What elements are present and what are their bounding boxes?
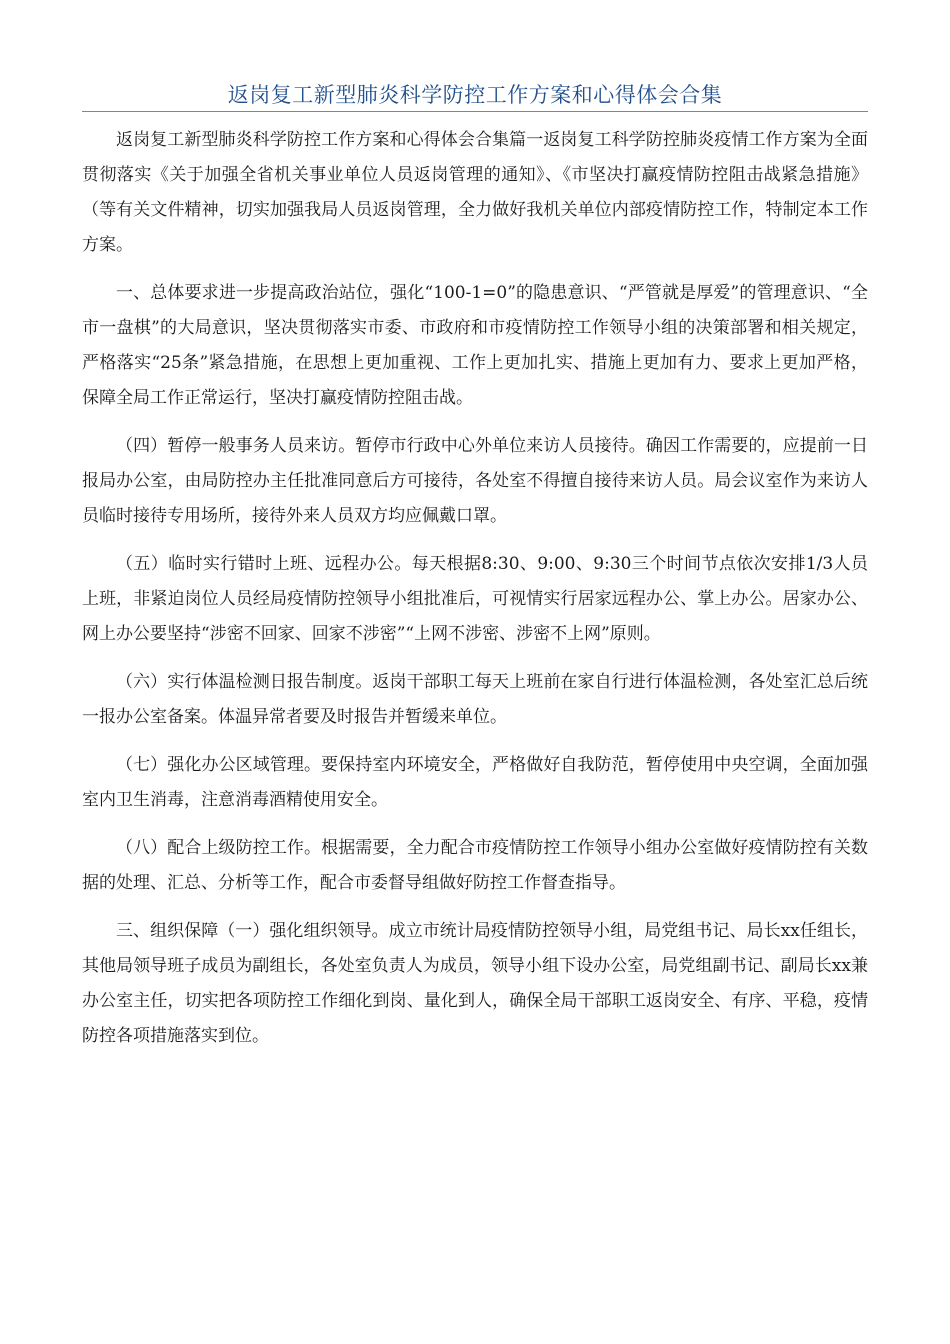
paragraph-general-requirements: 一、总体要求进一步提高政治站位，强化“100-1=0”的隐患意识、“严管就是厚爱”的管理意识、“全市一盘棋”的大局意识，坚决贯彻落实市委、市政府和市疫情防控工作领导小组的决策部署和相关规定，严格落实“25条”紧急措施，在思想上更加重视、工作上更加扎实、措施上更加有力、要求上更加严格，保障全局工作正常运行，坚决打赢疫情防控阻击战。 — [82, 283, 868, 408]
title-underline — [82, 111, 868, 112]
paragraph-organization: 三、组织保障（一）强化组织领导。成立市统计局疫情防控领导小组，局党组书记、局长xx任组长，其他局领导班子成员为副组长，各处室负责人为成员，领导小组下设办公室，局党组副书记、副局长xx兼办公室主任，切实把各项防控工作细化到岗、量化到人，确保全局干部职工返岗安全、有序、平稳，疫情防控各项措施落实到位。 — [82, 921, 868, 1046]
document-body — [82, 123, 868, 1067]
document-title: 返岗复工新型肺炎科学防控工作方案和心得体会合集 — [227, 83, 723, 107]
paragraph-item-4: （四）暂停一般事务人员来访。暂停市行政中心外单位来访人员接待。确因工作需要的，应提前一日报局办公室，由局防控办主任批准同意后方可接待，各处室不得擅自接待来访人员。局会议室作为来访人员临时接待专用场所，接待外来人员双方均应佩戴口罩。 — [82, 436, 868, 526]
paragraph-item-8: （八）配合上级防控工作。根据需要，全力配合市疫情防控工作领导小组办公室做好疫情防控有关数据的处理、汇总、分析等工作，配合市委督导组做好防控工作督查指导。 — [82, 838, 868, 893]
paragraph-item-6: （六）实行体温检测日报告制度。返岗干部职工每天上班前在家自行进行体温检测，各处室汇总后统一报办公室备案。体温异常者要及时报告并暂缓来单位。 — [82, 672, 868, 727]
paragraph-item-7: （七）强化办公区域管理。要保持室内环境安全，严格做好自我防范，暂停使用中央空调，全面加强室内卫生消毒，注意消毒酒精使用安全。 — [82, 755, 868, 810]
paragraph-item-5: （五）临时实行错时上班、远程办公。每天根据8:30、9:00、9:30三个时间节点依次安排1/3人员上班，非紧迫岗位人员经局疫情防控领导小组批准后，可视情实行居家远程办公、掌上办公。居家办公、网上办公要坚持“涉密不回家、回家不涉密”“上网不涉密、涉密不上网”原则。 — [82, 554, 868, 644]
paragraph-intro: 返岗复工新型肺炎科学防控工作方案和心得体会合集篇一返岗复工科学防控肺炎疫情工作方案为全面贯彻落实《关于加强全省机关事业单位人员返岗管理的通知》、《市坚决打赢疫情防控阻击战紧急措施》（等有关文件精神，切实加强我局人员返岗管理，全力做好我机关单位内部疫情防控工作，特制定本工作方案。 — [82, 130, 868, 255]
